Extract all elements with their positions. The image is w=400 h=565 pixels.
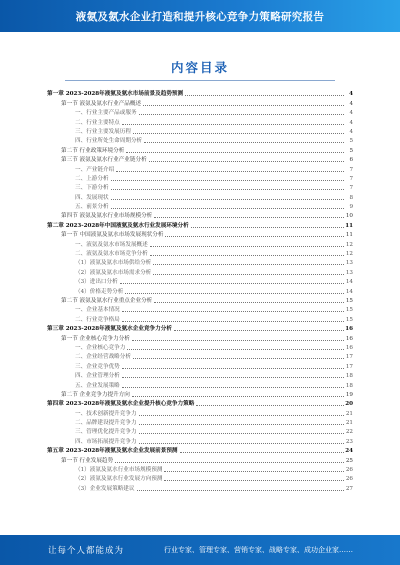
toc-entry-title: 三、企业竞争优势 [75, 363, 120, 370]
toc-entry[interactable] [47, 248, 353, 257]
toc-leader-dots [165, 236, 344, 237]
toc-leader-dots [122, 368, 344, 369]
toc-leader-dots [125, 293, 344, 294]
toc-entry-page: 4 [349, 91, 353, 98]
toc-entry-title: 五、前景分析 [75, 204, 109, 211]
toc-entry[interactable] [47, 360, 353, 369]
toc-entry-title: 四、市场拓展提升竞争力 [75, 438, 137, 445]
footer-slogan: 让每个人都能成为 [48, 546, 125, 556]
report-footer [0, 535, 400, 565]
toc-entry-page: 26 [345, 476, 353, 483]
toc-entry-page: 11 [345, 232, 353, 239]
toc-entry-title: 四、行业所处生命周期分析 [75, 138, 143, 145]
toc-divider [65, 80, 335, 81]
toc-leader-dots [111, 189, 344, 190]
toc-entry-page: 24 [345, 448, 353, 455]
toc-entry-title: 第一节 企业核心竞争力分析 [61, 335, 130, 342]
toc-entry-title: 五、企业发展策略 [75, 382, 120, 389]
toc-entry-title: 三、下游分析 [75, 185, 109, 192]
toc-entry-page: 25 [345, 457, 353, 464]
toc-entry[interactable] [47, 473, 353, 482]
toc-entry[interactable] [47, 97, 353, 106]
toc-leader-dots [122, 311, 344, 312]
toc-entry-page: 17 [345, 354, 353, 361]
toc-entry-page: 8 [349, 194, 353, 201]
toc-leader-dots [144, 142, 344, 143]
toc-leader-dots [139, 114, 344, 115]
toc-entry[interactable] [47, 191, 353, 200]
toc-entry-page: 17 [345, 363, 353, 370]
toc-heading: 内容目录 [170, 60, 229, 75]
toc-leader-dots [132, 396, 344, 397]
toc-entry-page: 7 [349, 166, 353, 173]
toc-entry-title: 一、技术创新提升竞争力 [75, 410, 137, 417]
toc-leader-dots [126, 152, 344, 153]
toc-leader-dots [139, 415, 344, 416]
toc-entry-page: 27 [345, 485, 353, 492]
toc-entry-page: 4 [349, 128, 353, 135]
toc-entry[interactable] [47, 229, 353, 238]
toc-entry-title: 一、企业基本情况 [75, 307, 120, 314]
toc-leader-dots [139, 424, 344, 425]
toc-entry[interactable] [47, 107, 353, 116]
toc-leader-dots [185, 95, 344, 96]
toc-entry[interactable] [47, 182, 353, 191]
toc-leader-dots [164, 471, 344, 472]
toc-entry[interactable] [47, 464, 353, 473]
toc-leader-dots [122, 124, 344, 125]
toc-leader-dots [149, 161, 344, 162]
toc-leader-dots [191, 227, 344, 228]
toc-leader-dots [120, 283, 344, 284]
toc-leader-dots [122, 377, 344, 378]
toc-leader-dots [143, 105, 344, 106]
toc-entry[interactable] [47, 389, 353, 398]
toc-entry-page: 14 [345, 279, 353, 286]
toc-entry-title: 四、发展现状 [75, 194, 109, 201]
toc-entry-page: 15 [345, 297, 353, 304]
toc-entry-title: （3）企业发展策略建议 [75, 485, 135, 492]
toc-entry-page: 21 [345, 410, 353, 417]
toc-entry-title: 第三章 2023-2028年液氨及氨水企业竞争力分析 [47, 326, 172, 333]
toc-entry[interactable] [47, 257, 353, 266]
toc-entry[interactable] [47, 295, 353, 304]
table-of-contents [47, 88, 353, 492]
toc-entry-title: 三、管理优化提升竞争力 [75, 429, 137, 436]
toc-entry[interactable] [47, 276, 353, 285]
toc-entry-page: 12 [345, 251, 353, 258]
toc-leader-dots [154, 302, 344, 303]
toc-entry-title: 一、产业链介绍 [75, 166, 115, 173]
toc-leader-dots [111, 208, 344, 209]
toc-leader-dots [127, 349, 344, 350]
toc-leader-dots [150, 255, 344, 256]
toc-entry-title: 二、上游分析 [75, 175, 109, 182]
toc-entry-page: 6 [349, 157, 353, 164]
toc-entry-page: 23 [345, 438, 353, 445]
toc-entry-page: 13 [345, 269, 353, 276]
toc-entry-page: 4 [349, 119, 353, 126]
toc-leader-dots [132, 340, 344, 341]
toc-entry-title: 三、行业主要发展历程 [75, 128, 131, 135]
toc-entry-title: （4）价格走势分析 [75, 288, 124, 295]
toc-entry-page: 4 [349, 110, 353, 117]
toc-entry-title: 第四节 液氨及氨水行业市场规模分析 [61, 213, 153, 220]
toc-entry-page: 11 [345, 222, 353, 229]
toc-entry-page: 16 [345, 326, 353, 333]
toc-entry-title: 第二章 2023-2028年中国液氨及氨水行业发展环境分析 [47, 222, 189, 229]
report-header [0, 0, 400, 32]
toc-entry[interactable] [47, 116, 353, 125]
toc-leader-dots [153, 274, 344, 275]
toc-entry-title: 二、行业竞争格局 [75, 316, 120, 323]
toc-entry[interactable] [47, 154, 353, 163]
toc-entry[interactable] [47, 323, 353, 332]
toc-entry[interactable] [47, 266, 353, 275]
toc-entry-page: 7 [349, 185, 353, 192]
toc-entry[interactable] [47, 238, 353, 247]
toc-entry-title: 一、液氨及氨水市场发展概述 [75, 241, 148, 248]
toc-entry-page: 22 [345, 429, 353, 436]
toc-leader-dots [174, 330, 344, 331]
toc-entry-title: 一、行业主要产品或服务 [75, 110, 137, 117]
toc-leader-dots [137, 490, 345, 491]
report-title: 液氨及氨水企业打造和提升核心竞争力策略研究报告 [75, 10, 325, 23]
toc-entry-title: 二、企业经营战略分析 [75, 354, 131, 361]
toc-entry[interactable] [47, 435, 353, 444]
toc-entry[interactable] [47, 454, 353, 463]
toc-entry-page: 13 [345, 260, 353, 267]
toc-leader-dots [116, 171, 344, 172]
toc-entry[interactable] [47, 88, 353, 97]
toc-entry-page: 18 [345, 382, 353, 389]
toc-entry-title: （1）液氨及氨水行业市场规模预测 [75, 467, 163, 474]
toc-entry-title: 第一节 行业发展趋势 [61, 457, 114, 464]
toc-entry[interactable] [47, 445, 353, 454]
toc-entry-page: 19 [345, 391, 353, 398]
toc-entry[interactable] [47, 304, 353, 313]
toc-entry[interactable] [47, 370, 353, 379]
toc-entry-page: 14 [345, 288, 353, 295]
toc-leader-dots [196, 405, 344, 406]
toc-entry[interactable] [47, 313, 353, 322]
toc-entry-title: 第二节 企业竞争力提升方向 [61, 391, 130, 398]
toc-entry-title: 第一节 中国液氨及氨水市场发展现状分析 [61, 232, 164, 239]
toc-entry-title: 一、企业核心竞争力 [75, 344, 126, 351]
toc-entry-page: 18 [345, 373, 353, 380]
toc-entry-page: 5 [349, 147, 353, 154]
toc-entry[interactable] [47, 144, 353, 153]
toc-entry-title: 二、液氨及氨水市场竞争分析 [75, 251, 148, 258]
toc-leader-dots [115, 462, 344, 463]
toc-entry-title: 第五章 2023-2028年液氨及氨水企业发展前景预测 [47, 448, 178, 455]
toc-entry-page: 9 [349, 204, 353, 211]
toc-entry-page: 20 [345, 401, 353, 408]
toc-entry[interactable] [47, 407, 353, 416]
toc-leader-dots [122, 387, 344, 388]
toc-entry-title: 二、行业主要特点 [75, 119, 120, 126]
toc-leader-dots [133, 358, 344, 359]
toc-entry-page: 16 [345, 335, 353, 342]
toc-entry-page: 12 [345, 241, 353, 248]
toc-entry[interactable] [47, 173, 353, 182]
toc-entry-page: 7 [349, 175, 353, 182]
toc-entry[interactable] [47, 219, 353, 228]
toc-leader-dots [139, 443, 344, 444]
toc-leader-dots [153, 264, 344, 265]
toc-entry-title: （2）液氨及氨水市场需求分析 [75, 269, 152, 276]
toc-entry[interactable] [47, 482, 353, 491]
footer-tagline: 行业专家、管理专家、营销专家、战略专家、成功企业家…… [164, 546, 354, 554]
toc-entry-title: 第二节 液氨及氨水行业重点企业分析 [61, 297, 153, 304]
toc-entry-title: 四、企业管理分析 [75, 373, 120, 380]
toc-leader-dots [154, 217, 344, 218]
toc-entry[interactable] [47, 201, 353, 210]
toc-leader-dots [133, 133, 344, 134]
toc-entry[interactable] [47, 342, 353, 351]
toc-entry-title: 第一节 液氨及氨水行业产品概述 [61, 100, 142, 107]
toc-entry-title: 第二节 行业政策环境分析 [61, 147, 125, 154]
toc-entry[interactable] [47, 163, 353, 172]
toc-entry-page: 15 [345, 316, 353, 323]
toc-leader-dots [150, 246, 344, 247]
toc-leader-dots [122, 321, 344, 322]
toc-leader-dots [111, 199, 344, 200]
toc-entry-page: 15 [345, 307, 353, 314]
toc-entry[interactable] [47, 398, 353, 407]
toc-entry[interactable] [47, 426, 353, 435]
toc-entry-page: 26 [345, 467, 353, 474]
toc-entry-title: （1）液氨及氨水市场供给分析 [75, 260, 152, 267]
toc-entry-page: 21 [345, 420, 353, 427]
toc-entry[interactable] [47, 351, 353, 360]
toc-entry-page: 10 [345, 213, 353, 220]
toc-entry-title: （3）进出口分析 [75, 279, 118, 286]
toc-leader-dots [164, 480, 344, 481]
toc-entry-title: 第一章 2023-2028年液氨及氨水市场前景及趋势预测 [47, 91, 184, 98]
toc-entry[interactable] [47, 332, 353, 341]
toc-entry[interactable] [47, 379, 353, 388]
toc-entry-page: 5 [349, 138, 353, 145]
toc-entry[interactable] [47, 417, 353, 426]
toc-leader-dots [111, 180, 344, 181]
toc-entry-title: （2）液氨及氨水行业发展方向预测 [75, 476, 163, 483]
toc-entry-page: 16 [345, 344, 353, 351]
toc-entry-page: 4 [349, 100, 353, 107]
toc-entry[interactable] [47, 210, 353, 219]
toc-leader-dots [180, 452, 344, 453]
toc-entry[interactable] [47, 126, 353, 135]
toc-entry-title: 第三节 液氨及氨水行业产业链分析 [61, 157, 147, 164]
toc-entry[interactable] [47, 285, 353, 294]
toc-entry-title: 二、品牌建设提升竞争力 [75, 420, 137, 427]
toc-entry-title: 第四章 2023-2028年液氨及氨水企业提升核心竞争力策略 [47, 401, 195, 408]
toc-entry[interactable] [47, 135, 353, 144]
toc-leader-dots [139, 433, 344, 434]
